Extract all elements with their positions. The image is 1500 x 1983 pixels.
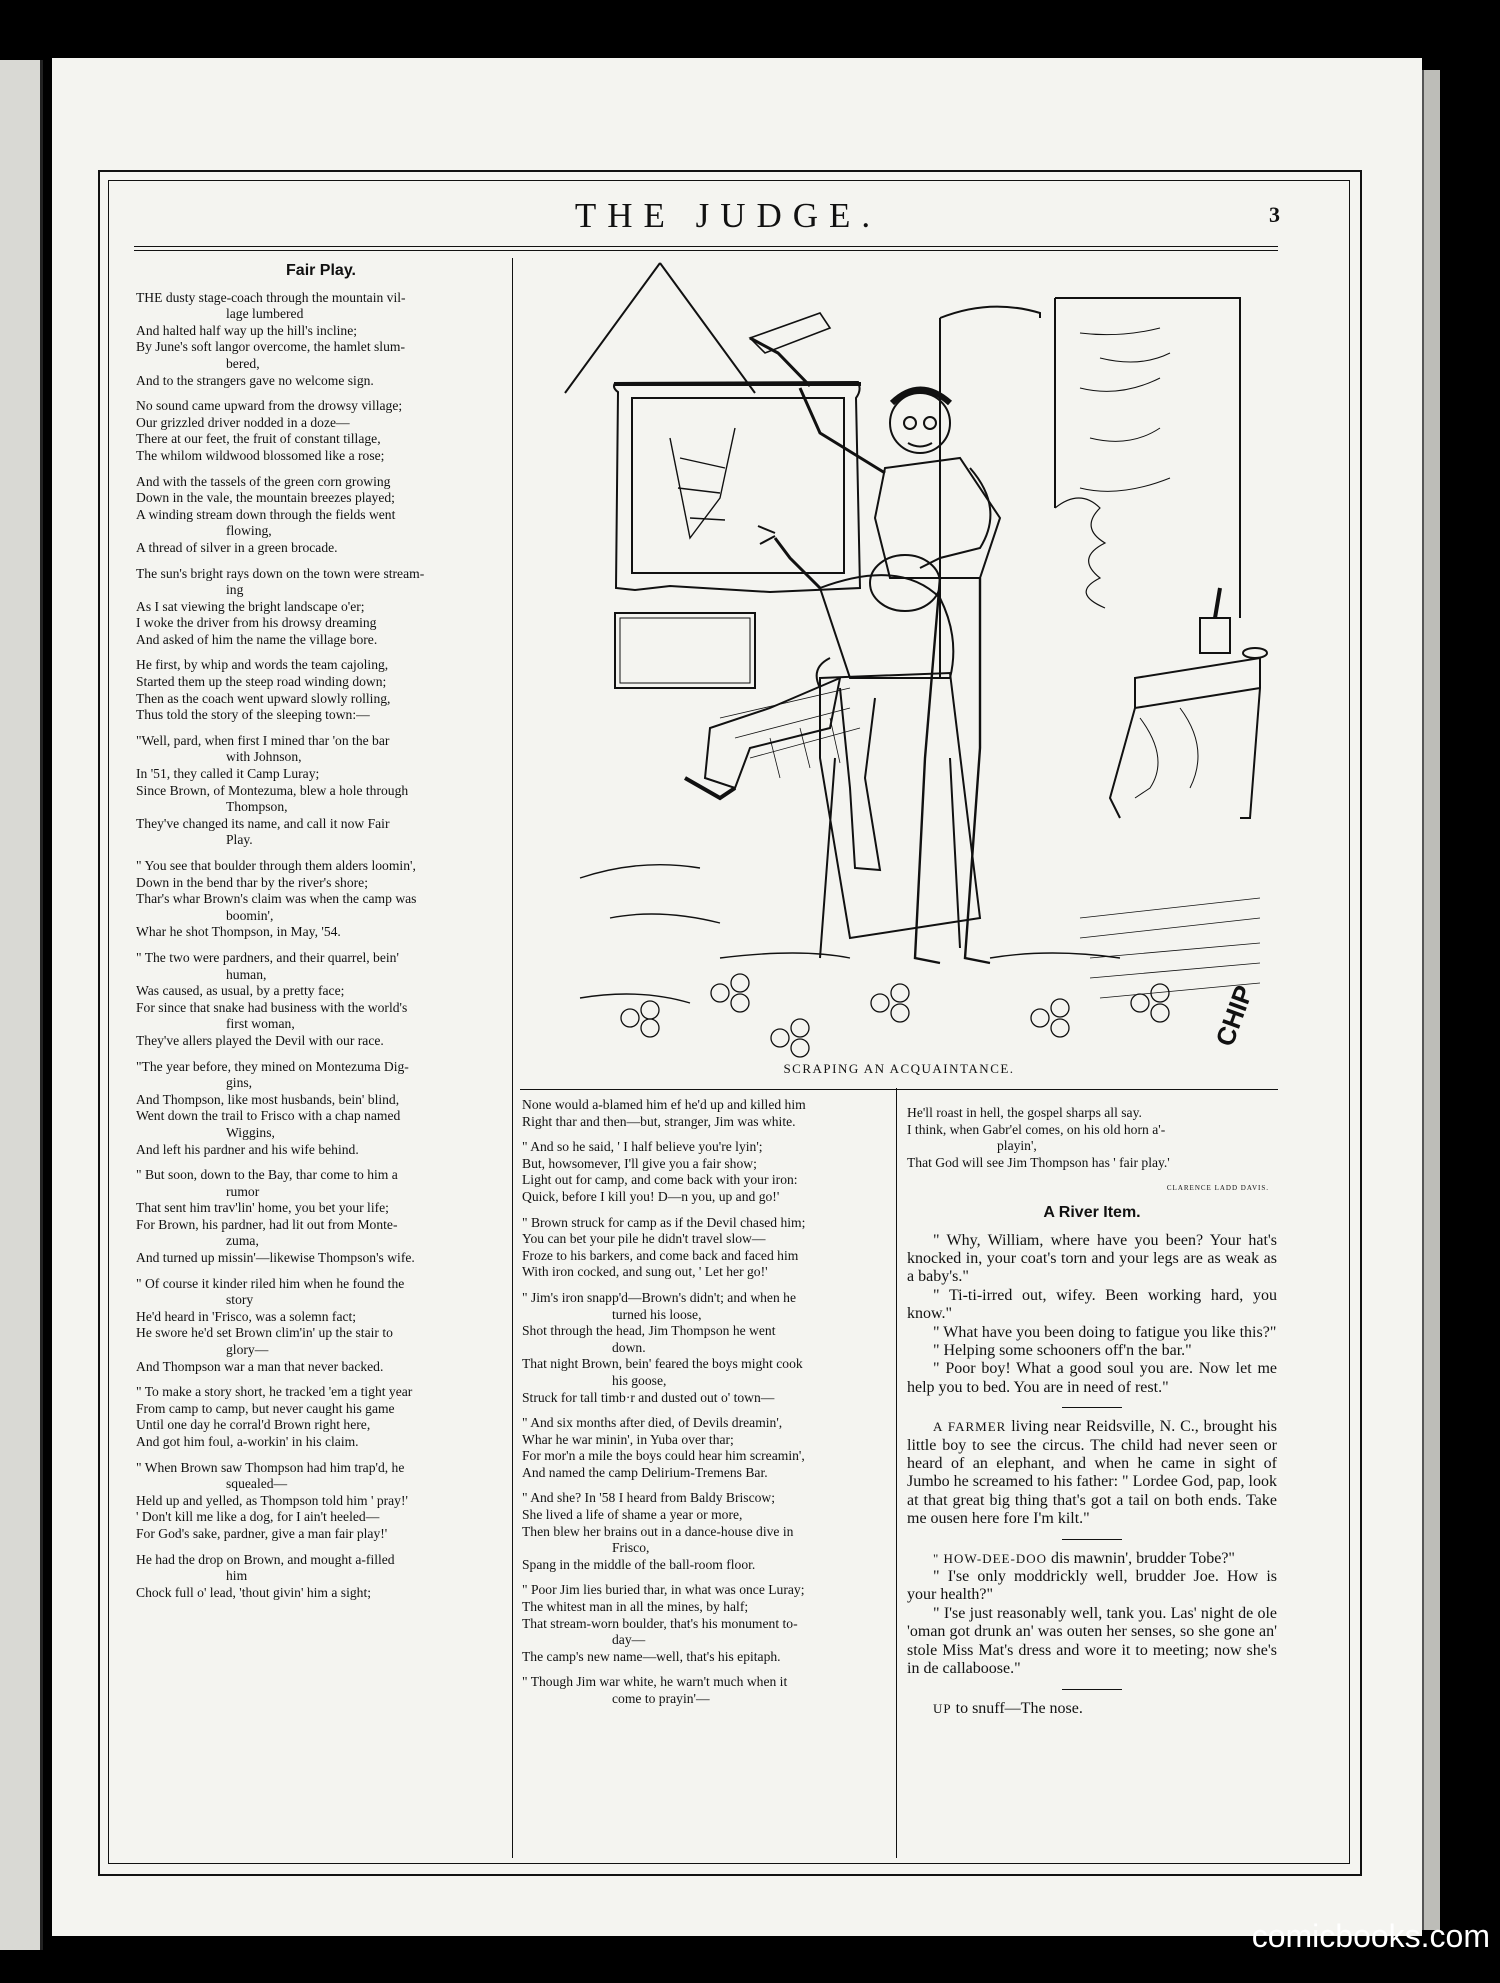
- poem-line: " Of course it kinder riled him when he found the: [136, 1275, 405, 1291]
- page-number: 3: [1269, 202, 1280, 227]
- stanza: [136, 1552, 506, 1602]
- poem-line: That night Brown, bein' feared the boys might cook: [522, 1356, 803, 1372]
- poem-line: " And so he said, ' I half believe you're lyin';: [522, 1139, 763, 1155]
- howdy-lead: " HOW-DEE-DOO: [933, 1550, 1047, 1566]
- poem-line: She lived a life of shame a year or more,: [522, 1507, 743, 1523]
- poem-line: With iron cocked, and sung out, ' Let her go!': [522, 1264, 768, 1280]
- poem-line: Went down the trail to Frisco with a chap named: [136, 1108, 401, 1124]
- stanza: [136, 1059, 506, 1159]
- poem-line: "The year before, they mined on Montezuma Dig-: [136, 1058, 409, 1074]
- stanza: [136, 1384, 506, 1450]
- poem-line: " Jim's iron snapp'd—Brown's didn't; and when he: [522, 1289, 796, 1305]
- stanza: [522, 1097, 892, 1130]
- poem-line: squealed—: [226, 1476, 288, 1492]
- poem-line: A winding stream down through the fields went: [136, 506, 396, 522]
- poem-line: " To make a story short, he tracked 'em a tight year: [136, 1384, 413, 1400]
- poem-line: down.: [612, 1339, 646, 1355]
- stanza: [136, 1167, 506, 1267]
- stanza: [907, 1105, 1277, 1171]
- poem-line: Quick, before I kill you! D—n you, up and go!': [522, 1188, 780, 1204]
- poem-body-middle: [522, 1097, 892, 1708]
- poem-line: playin',: [997, 1138, 1037, 1154]
- poem-line: day—: [612, 1632, 646, 1648]
- poem-line: Chock full o' lead, 'thout givin' him a sight;: [136, 1584, 372, 1600]
- poem-line: He first, by whip and words the team cajoling,: [136, 657, 389, 673]
- poem-line: For mor'n a mile the boys could hear him screamin',: [522, 1448, 805, 1464]
- barber-figure: [750, 313, 1000, 963]
- poem-line: The whitest man in all the mines, by half;: [522, 1599, 749, 1615]
- poem-line: But, howsomever, I'll give you a fair show;: [522, 1155, 757, 1171]
- poem-column-middle: [522, 1097, 892, 1717]
- poem-line: And named the camp Delirium-Tremens Bar.: [522, 1464, 768, 1480]
- poem-line: And got him foul, a-workin' in his claim.: [136, 1434, 359, 1449]
- poem-line: " And she? In '58 I heard from Baldy Briscow;: [522, 1490, 776, 1506]
- poem-line: his goose,: [612, 1372, 667, 1388]
- item-divider: [1062, 1407, 1122, 1408]
- stanza: [522, 1215, 892, 1281]
- stanza: [522, 1674, 892, 1707]
- poem-line: That sent him trav'lin' home, you bet your life;: [136, 1200, 389, 1216]
- poem-line: None would a-blamed him ef he'd up and killed him: [522, 1097, 806, 1112]
- stanza: [136, 1276, 506, 1376]
- illustration-rule: [520, 1089, 1278, 1090]
- poem-line: come to prayin'—: [612, 1691, 710, 1706]
- artist-signature: CHIP: [1209, 981, 1259, 1051]
- poem-line: Right thar and then—but, stranger, Jim was white.: [522, 1113, 796, 1129]
- paragraph: " Ti-ti-irred out, wifey. Been working hard, you know.": [907, 1286, 1277, 1323]
- poem-line: And turned up missin'—likewise Thompson's wife.: [136, 1250, 415, 1266]
- poem-line: " Though Jim war white, he warn't much when it: [522, 1674, 788, 1690]
- poem-line: " You see that boulder through them alders loomin',: [136, 858, 416, 873]
- poem-column-left: [136, 263, 506, 1610]
- poem-line: He'll roast in hell, the gospel sharps all say.: [907, 1105, 1142, 1120]
- poem-line: Started them up the steep road winding down;: [136, 674, 387, 690]
- paragraph: " Why, William, where have you been? Your hat's knocked in, your coat's torn and your legs are as weak as a baby's.": [907, 1231, 1277, 1286]
- item-divider: [1062, 1689, 1122, 1690]
- masthead-rule-secondary: [134, 250, 1278, 251]
- poem-line: Thar's whar Brown's claim was when the camp was: [136, 891, 417, 907]
- cartoon-illustration: [520, 258, 1278, 1058]
- poem-line: " And six months after died, of Devils dreamin',: [522, 1415, 783, 1431]
- poem-line: They've changed its name, and call it now Fair: [136, 815, 390, 831]
- poem-line: Wiggins,: [226, 1124, 275, 1140]
- masthead-rule: [134, 246, 1278, 247]
- poem-line: Play.: [226, 832, 253, 848]
- stanza: [136, 950, 506, 1050]
- poem-line: The sun's bright rays down on the town were stream-: [136, 565, 425, 581]
- poem-line: Until one day he corral'd Brown right here,: [136, 1417, 371, 1433]
- column-divider-middle: [896, 1088, 897, 1858]
- poem-line: turned his loose,: [612, 1306, 702, 1322]
- howdy-item: [907, 1550, 1277, 1679]
- poem-line: He swore he'd set Brown clim'in' up the stair to: [136, 1325, 393, 1341]
- paragraph: " What have you been doing to fatigue you like this?": [933, 1323, 1277, 1341]
- poem-line: They've allers played the Devil with our race.: [136, 1032, 384, 1048]
- poem-line: " When Brown saw Thompson had him trap'd, he: [136, 1459, 405, 1475]
- poem-line: " Brown struck for camp as if the Devil chased him;: [522, 1214, 806, 1230]
- poem-line: Thompson,: [226, 799, 288, 815]
- poem-line: He'd heard in 'Frisco, was a solemn fact;: [136, 1308, 357, 1324]
- poem-line: From camp to camp, but never caught his game: [136, 1400, 395, 1416]
- poem-line: Struck for tall timb·r and dusted out o' town—: [522, 1389, 775, 1405]
- steam-curls: [1055, 498, 1105, 608]
- side-table: [1110, 588, 1267, 818]
- poem-line: And halted half way up the hill's incline;: [136, 322, 358, 338]
- poem-line: bered,: [226, 355, 260, 371]
- poem-line: first woman,: [226, 1016, 295, 1032]
- poem-line: As I sat viewing the bright landscape o'er;: [136, 598, 365, 614]
- stanza: [522, 1582, 892, 1665]
- poem-line: boomin',: [226, 907, 274, 923]
- poem-line: " The two were pardners, and their quarrel, bein': [136, 949, 399, 965]
- poem-line: human,: [226, 966, 267, 982]
- poem-title: Fair Play.: [286, 262, 356, 279]
- poem-line: In '51, they called it Camp Luray;: [136, 766, 320, 782]
- poem-line: story: [226, 1292, 254, 1308]
- poem-line: Whar he war minin', in Yuba over thar;: [522, 1431, 734, 1447]
- farmer-item: [907, 1418, 1277, 1528]
- paragraph: " I'se just reasonably well, tank you. Las' night de ole 'oman got drunk an' was outen her senses, so she gone an' stole Miss Mat's dress and wore it to meeting; now she's in de callaboose.": [907, 1604, 1277, 1678]
- masthead-title: THE JUDGE.: [574, 196, 882, 235]
- poem-line: THE dusty stage-coach through the mountain vil-: [136, 289, 406, 305]
- poem-line: Down in the vale, the mountain breezes played;: [136, 490, 395, 506]
- poem-line: By June's soft langor overcome, the hamlet slum-: [136, 339, 405, 355]
- wall-picture: [565, 263, 860, 592]
- paragraph: " Poor boy! What a good soul you are. Now let me help you to bed. You are in need of rest.": [907, 1360, 1277, 1396]
- poem-line: flowing,: [226, 523, 272, 539]
- item-divider: [1062, 1539, 1122, 1540]
- paragraph: " Helping some schooners off'n the bar.": [933, 1342, 1192, 1359]
- poem-line: Frisco,: [612, 1540, 650, 1556]
- poem-line: Our grizzled driver nodded in a doze—: [136, 414, 350, 430]
- poem-line: He had the drop on Brown, and mought a-filled: [136, 1551, 395, 1567]
- room-corner: [940, 298, 1240, 678]
- poem-line: And Thompson war a man that never backed.: [136, 1358, 384, 1374]
- site-watermark: comicbooks.com: [1251, 1918, 1490, 1954]
- paragraph: " I'se only moddrickly well, brudder Joe. How is your health?": [907, 1568, 1277, 1604]
- stanza: [136, 657, 506, 723]
- poem-line: with Johnson,: [226, 749, 302, 765]
- stanza: [136, 1460, 506, 1543]
- poem-line: gins,: [226, 1075, 253, 1091]
- poem-line: And left his pardner and his wife behind.: [136, 1141, 359, 1157]
- poem-line: him: [226, 1568, 248, 1584]
- poem-line: For God's sake, pardner, give a man fair play!': [136, 1525, 388, 1541]
- poem-line: lage lumbered: [226, 306, 304, 322]
- poem-line: Spang in the middle of the ball-room floor.: [522, 1556, 756, 1572]
- farmer-text: living near Reidsville, N. C., brought his little boy to see the circus. The child had never seen or heard of an elephant, and when he came in sight of Jumbo he screamed to his father: " Lordee God, pap, look at that great big thing that's got a tail on both ends. Take me ousen here fore I'm kilt.": [907, 1418, 1277, 1528]
- poem-line: A thread of silver in a green brocade.: [136, 539, 338, 555]
- poem-body-left: [136, 290, 506, 1602]
- poem-line: The whilom wildwood blossomed like a rose;: [136, 447, 385, 463]
- adjacent-page-edge: [0, 60, 43, 1950]
- stanza: [522, 1290, 892, 1406]
- poem-line: Shot through the head, Jim Thompson he went: [522, 1323, 776, 1339]
- poem-line: That God will see Jim Thompson has ' fair play.': [907, 1154, 1170, 1170]
- stanza: [136, 733, 506, 849]
- floor-flowers: [621, 974, 1169, 1057]
- poem-ending: [907, 1105, 1277, 1171]
- poem-line: zuma,: [226, 1233, 259, 1249]
- poem-author: CLARENCE LADD DAVIS.: [1166, 1184, 1269, 1193]
- poem-line: Thus told the story of the sleeping town:—: [136, 707, 370, 723]
- page-stack-edge: [1422, 70, 1440, 1930]
- stanza: [522, 1415, 892, 1481]
- stanza: [136, 290, 506, 390]
- poem-line: " But soon, down to the Bay, thar come to him a: [136, 1167, 398, 1183]
- poem-line: Then blew her brains out in a dance-house dive in: [522, 1523, 794, 1539]
- stanza: [136, 858, 506, 941]
- poem-line: For Brown, his pardner, had lit out from Monte-: [136, 1216, 398, 1232]
- poem-line: I think, when Gabr'el comes, on his old horn a'-: [907, 1121, 1166, 1137]
- stanza: [136, 474, 506, 557]
- poem-line: For since that snake had business with the world's: [136, 999, 408, 1015]
- stanza: [136, 566, 506, 649]
- poem-line: And asked of him the name the village bore.: [136, 631, 378, 647]
- poem-line: Down in the bend thar by the river's shore;: [136, 874, 368, 890]
- poem-line: And to the strangers gave no welcome sign.: [136, 372, 374, 388]
- poem-line: Light out for camp, and come back with your iron:: [522, 1172, 798, 1188]
- poem-line: There at our feet, the fruit of constant tillage,: [136, 431, 381, 447]
- poem-line: Froze to his barkers, and come back and faced him: [522, 1247, 799, 1263]
- poem-line: Whar he shot Thompson, in May, '54.: [136, 924, 341, 940]
- poem-line: rumor: [226, 1183, 260, 1199]
- poem-line: "Well, pard, when first I mined thar 'on the bar: [136, 732, 390, 748]
- right-column: [907, 1105, 1277, 1718]
- stanza: [522, 1139, 892, 1205]
- quip-item: [907, 1700, 1277, 1718]
- column-divider-left: [512, 258, 513, 1858]
- poem-line: No sound came upward from the drowsy village;: [136, 398, 403, 414]
- quip-text: to snuff—The nose.: [951, 1699, 1083, 1717]
- poem-line: Was caused, as usual, by a pretty face;: [136, 983, 345, 999]
- farmer-lead: A FARMER: [933, 1419, 1007, 1435]
- howdy-text: dis mawnin', brudder Tobe?": [1046, 1549, 1235, 1567]
- poem-line: ing: [226, 582, 244, 598]
- poem-line: And Thompson, like most husbands, bein' blind,: [136, 1091, 400, 1107]
- river-item-body: [907, 1232, 1277, 1398]
- poem-line: Then as the coach went upward slowly rolling,: [136, 690, 391, 706]
- poem-line: That stream-worn boulder, that's his monument to-: [522, 1615, 798, 1631]
- poem-line: The camp's new name—well, that's his epitaph.: [522, 1648, 781, 1664]
- poem-line: I woke the driver from his drowsy dreaming: [136, 615, 377, 631]
- poem-line: " Poor Jim lies buried thar, in what was once Luray;: [522, 1582, 805, 1598]
- poem-line: Since Brown, of Montezuma, blew a hole through: [136, 782, 409, 798]
- stanza: [136, 398, 506, 464]
- poem-line: And with the tassels of the green corn growing: [136, 473, 391, 489]
- poem-line: glory—: [226, 1342, 269, 1358]
- stanza: [522, 1490, 892, 1573]
- poem-line: ' Don't kill me like a dog, for I ain't heeled—: [136, 1509, 380, 1525]
- poem-line: You can bet your pile he didn't travel slow—: [522, 1231, 766, 1247]
- poem-line: Held up and yelled, as Thompson told him ' pray!': [136, 1492, 408, 1508]
- quip-lead: UP: [933, 1700, 952, 1716]
- wall-plaque: [615, 613, 755, 688]
- river-item-title: A River Item.: [1043, 1203, 1141, 1221]
- illustration-caption: SCRAPING AN ACQUAINTANCE.: [783, 1061, 1015, 1076]
